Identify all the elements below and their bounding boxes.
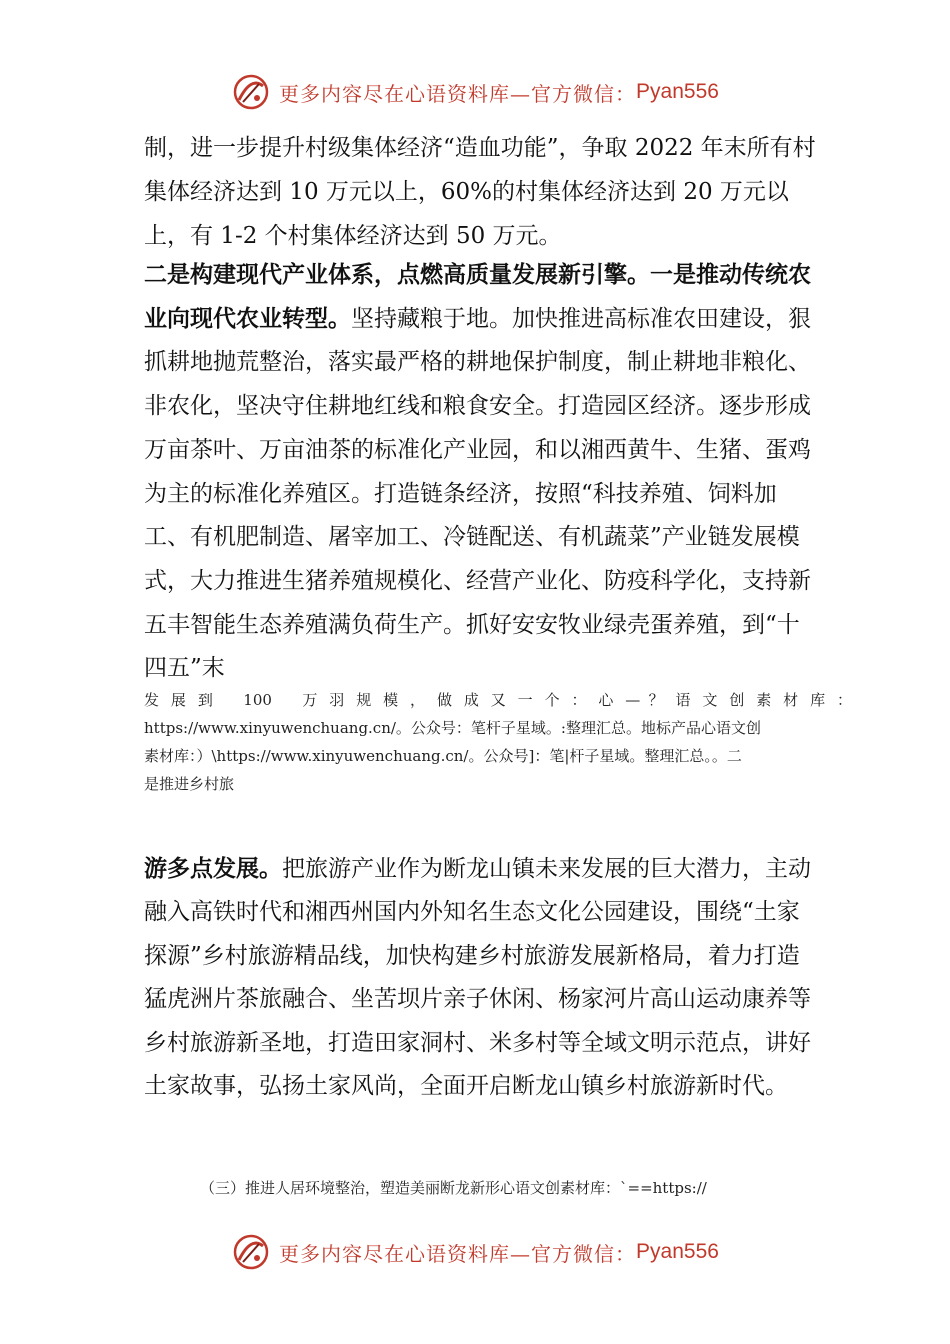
banner-wechat-id: Pyan556: [636, 1240, 719, 1263]
paragraph-modern-industry: [144, 254, 816, 691]
banner-text: 更多内容尽在心语资料库—官方微信：: [279, 81, 637, 106]
banner-text: 更多内容尽在心语资料库—官方微信：: [279, 1241, 637, 1266]
small-text-line-3: 素材库：）\https://www.xinyuwenchuang.cn/。公众号]：笔|杆子星域。整理汇总。。二: [144, 747, 742, 765]
banner-wechat-id: Pyan556: [636, 80, 719, 103]
paragraph-rural-tourism: [144, 848, 816, 1108]
paragraph-body-industry: 坚持藏粮于地。加快推进高标准农田建设，狠抓耕地抛荒整治，落实最严格的耕地保护制度，制止耕地非粮化、非农化，坚决守住耕地红线和粮食安全。打造园区经济。逐步形成万亩茶叶、万亩油茶的标准化产业园，和以湘西黄牛、生猪、蛋鸡为主的标准化养殖区。打造链条经济，按照“科技养殖、饲料加工、有机肥制造、屠宰加工、冷链配送、有机蔬菜”产业链发展模式，大力推进生猪养殖规模化、经营产业化、防疫科学化，支持新五丰智能生态养殖满负荷生产。抓好安安牧业绿壳蛋养殖，到“十四五”末: [144, 305, 811, 682]
section-heading-line: （三）推进人居环境整治，塑造美丽断龙新形心语文创素材库：`==https://: [200, 1179, 707, 1197]
small-text-line-2: https://www.xinyuwenchuang.cn/。公众号：笔杆子星域。:整理汇总。地标产品心语文创: [144, 719, 761, 737]
footer-watermark-banner: [0, 1228, 950, 1276]
paragraph-heading-tourism: 游多点发展。: [144, 856, 282, 882]
paragraph-village-economy: 制，进一步提升村级集体经济“造血功能”，争取 2022 年末所有村集体经济达到 10 万元以上，60%的村集体经济达到 20 万元以上，有 1-2 个村集体经济达到 50 万元。: [144, 135, 816, 249]
small-text-line-4: 是推进乡村旅: [144, 775, 235, 793]
logo-icon: [231, 1232, 271, 1272]
header-watermark-banner: [0, 68, 950, 116]
small-text-line-1: 发 展 到 100 万 羽 规 模 ， 做 成 又 一 个 ： 心 — ？ 语 文 创 素 材 库 ：: [144, 691, 852, 709]
paragraph-body-tourism: 把旅游产业作为断龙山镇未来发展的巨大潜力，主动融入高铁时代和湘西州国内外知名生态文化公园建设，围绕“土家探源”乡村旅游精品线，加快构建乡村旅游发展新格局，着力打造猛虎洲片茶旅融合、坐苦坝片亲子休闲、杨家河片高山运动康养等乡村旅游新圣地，打造田家洞村、米多村等全域文明示范点，讲好土家故事，弘扬土家风尚，全面开启断龙山镇乡村旅游新时代。: [144, 856, 811, 1100]
paragraph-heading-industry: 二是构建现代产业体系，点燃高质量发展新引擎。一是推动传统农业向现代农业转型。: [144, 262, 811, 332]
logo-icon: [231, 72, 271, 112]
